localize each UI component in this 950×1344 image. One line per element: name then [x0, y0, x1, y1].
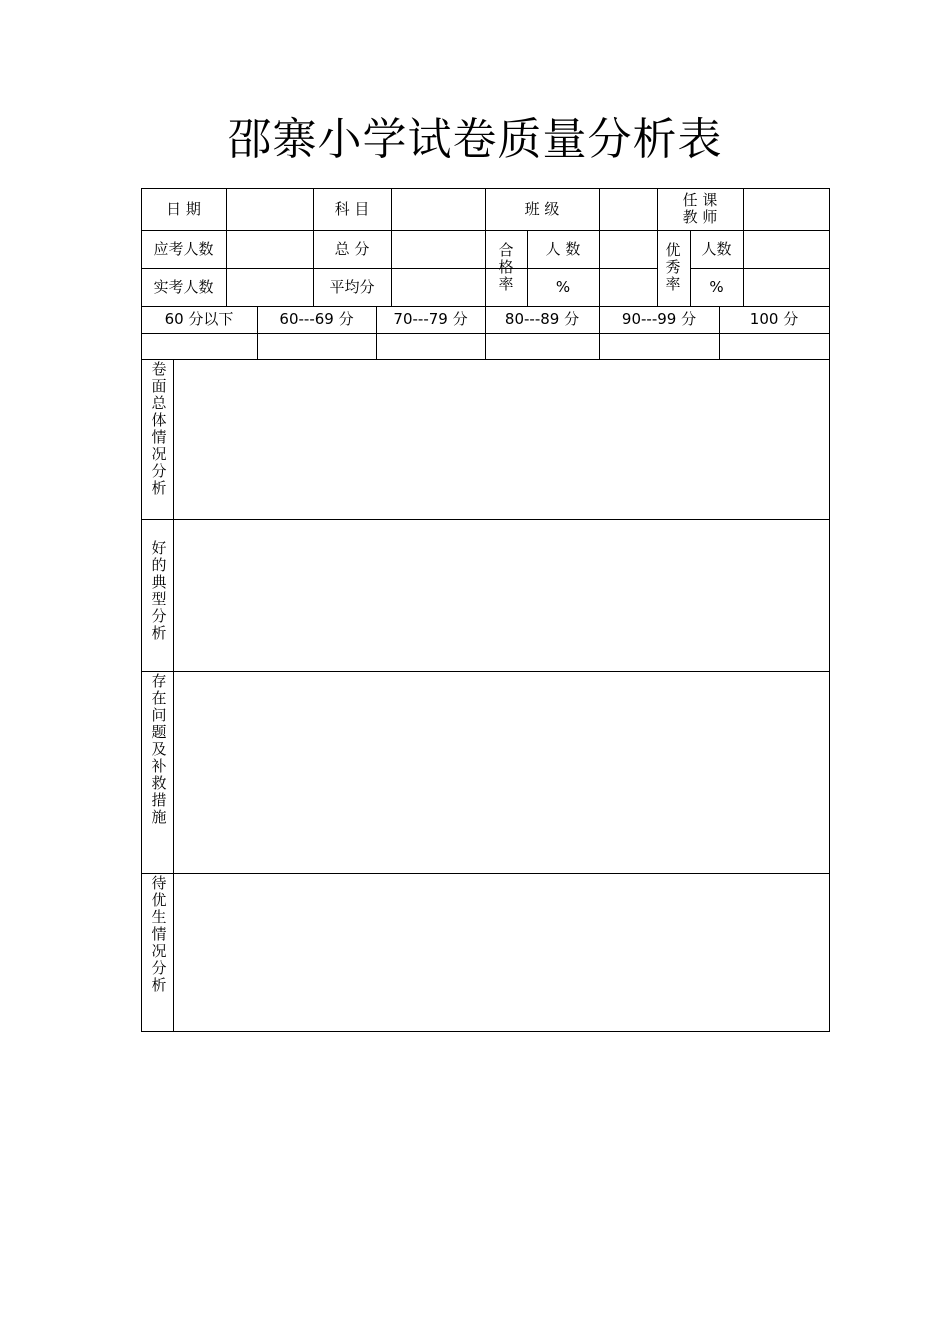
band-60-69: 60---69 分 — [279, 310, 354, 328]
band-80-89: 80---89 分 — [504, 310, 580, 328]
excellent-percent-label: % — [709, 277, 724, 296]
band-70-79-input[interactable] — [376, 333, 485, 359]
score-input[interactable] — [391, 230, 485, 306]
actual-count-label: 实考人数 — [153, 277, 214, 296]
pass-count-label: 人 数 — [545, 239, 581, 258]
teacher-label: 任 课 教 师 — [682, 191, 718, 226]
section-students-label: 待优生情况分析 — [151, 874, 167, 994]
band-100-input[interactable] — [719, 333, 829, 359]
section-good-label: 好的典型分析 — [151, 539, 167, 642]
pass-count-input[interactable] — [599, 230, 657, 268]
pass-percent-label: % — [555, 277, 571, 296]
excellent-count-label: 人数 — [701, 239, 732, 258]
band-below-60-input[interactable] — [141, 333, 257, 359]
section-problems-label: 存在问题及补救措施 — [151, 672, 167, 826]
section-problems-area[interactable] — [174, 672, 829, 873]
date-label: 日 期 — [166, 199, 201, 218]
subject-input[interactable] — [391, 188, 485, 230]
band-80-89-input[interactable] — [485, 333, 599, 359]
excellent-count-input[interactable] — [743, 230, 829, 268]
section-students-area[interactable] — [174, 874, 829, 1031]
date-input[interactable] — [226, 188, 313, 230]
section-overall-label: 卷面总体情况分析 — [151, 360, 167, 497]
class-label: 班 级 — [524, 199, 560, 218]
band-70-79: 70---79 分 — [393, 310, 468, 328]
actual-count-input[interactable] — [226, 268, 313, 306]
subject-label: 科 目 — [334, 199, 370, 218]
excellent-rate-label: 优秀率 — [665, 241, 681, 293]
section-overall-area[interactable] — [174, 360, 829, 519]
band-60-69-input[interactable] — [257, 333, 376, 359]
section-good-area[interactable] — [174, 520, 829, 671]
band-below-60: 60 分以下 — [164, 310, 234, 328]
page-title: 邵寨小学试卷质量分析表 — [227, 114, 723, 165]
pass-percent-input[interactable] — [599, 268, 657, 306]
class-input[interactable] — [599, 188, 657, 230]
teacher-input[interactable] — [743, 188, 829, 230]
expected-count-label: 应考人数 — [153, 239, 214, 258]
band-90-99: 90---99 分 — [621, 310, 697, 328]
band-100: 100 分 — [749, 310, 799, 328]
pass-rate-label: 合格率 — [498, 241, 514, 293]
expected-count-input[interactable] — [226, 230, 313, 268]
excellent-percent-input[interactable] — [743, 268, 829, 306]
average-score-label: 平均分 — [329, 277, 375, 296]
band-90-99-input[interactable] — [599, 333, 719, 359]
total-score-label: 总 分 — [334, 239, 370, 258]
